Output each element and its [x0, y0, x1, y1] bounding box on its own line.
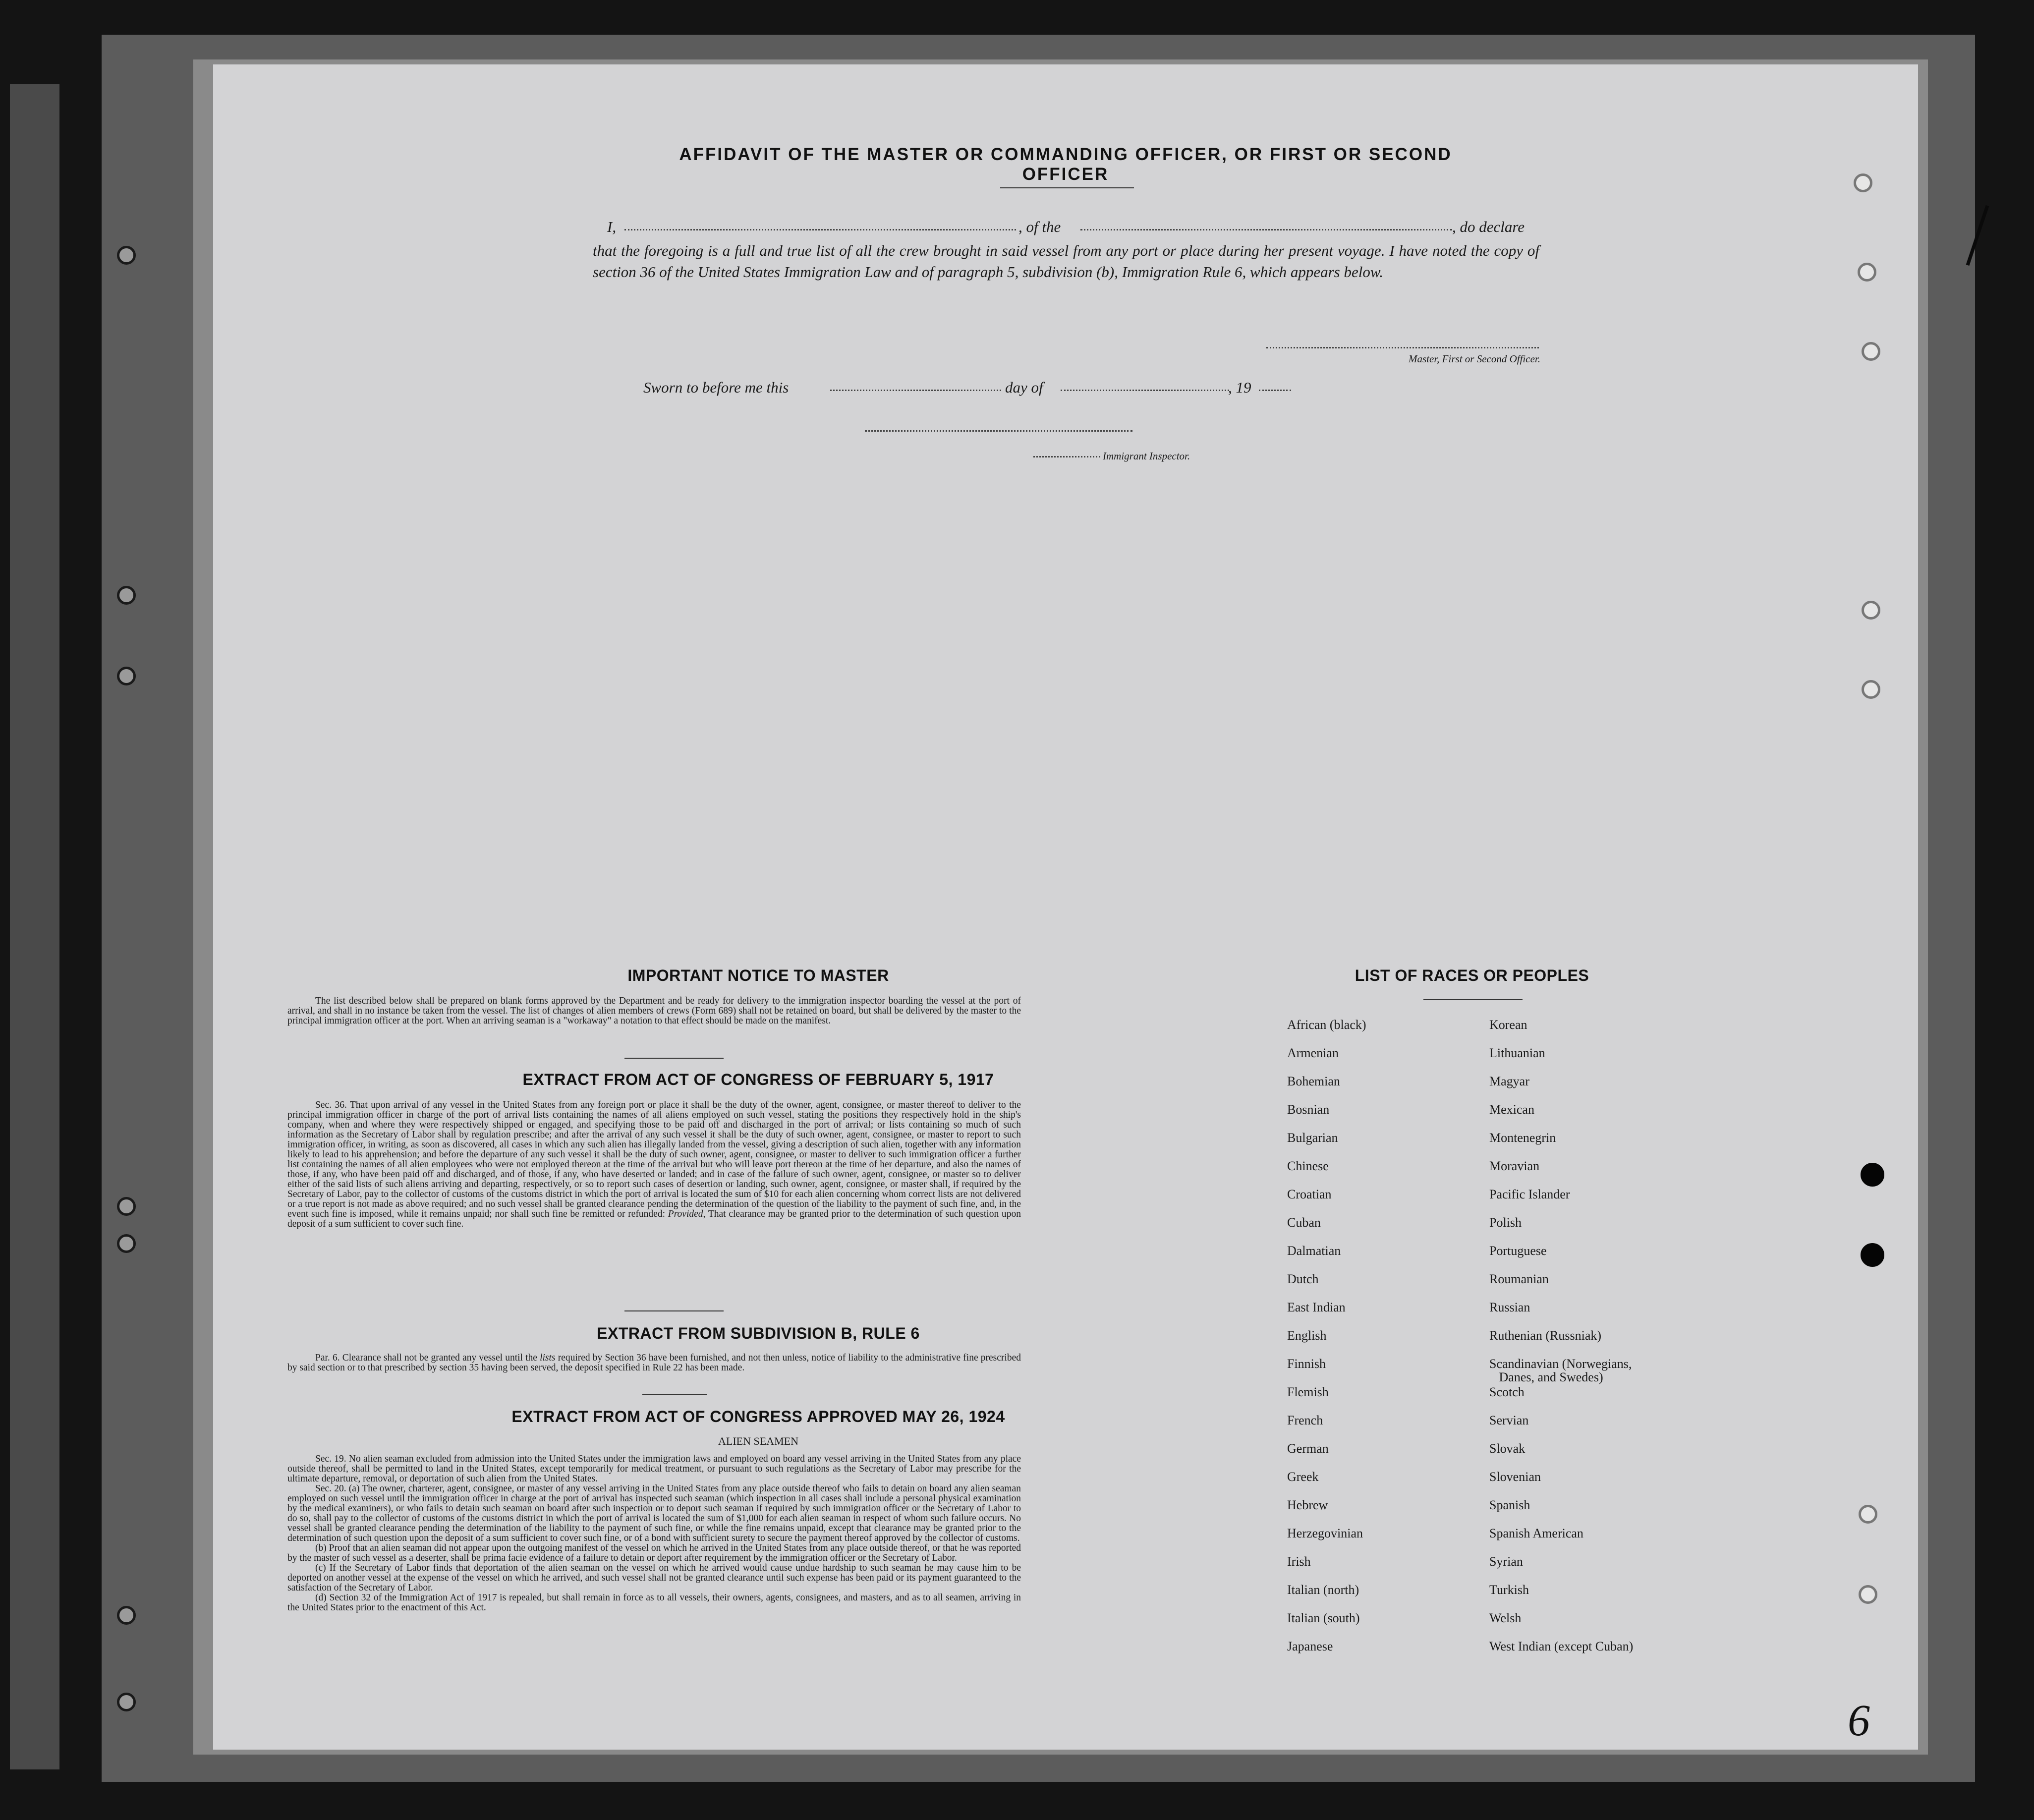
punch-hole-dark	[1861, 1163, 1884, 1187]
year-label: , 19	[1228, 379, 1251, 396]
races-title: LIST OF RACES OR PEOPLES	[1355, 967, 1589, 984]
race-left-0: African (black)	[1287, 1018, 1366, 1032]
name-blank	[624, 229, 1016, 230]
race-right-13: Scotch	[1489, 1385, 1525, 1399]
race-right-22: West Indian (except Cuban)	[1489, 1639, 1634, 1653]
race-left-9: Dutch	[1287, 1272, 1319, 1286]
notice-paragraph: The list described below shall be prepared on blank forms approved by the Department and be ready for delivery to the immigration inspector boarding the vessel at the port of arrival, and shall in no instance be taken from the vessel. The list of changes of alien members of crews (Form 689) shall not be retained on board, but shall be delivered by the master to the principal immigration officer at the port. When an arriving seaman is a "workaway" a notation to that effect should be made on the manifest.	[287, 996, 1021, 1026]
race-left-1: Armenian	[1287, 1046, 1339, 1060]
race-left-22: Japanese	[1287, 1639, 1333, 1653]
race-right-6: Pacific Islander	[1489, 1187, 1570, 1201]
punch-hole	[1854, 173, 1872, 192]
race-left-3: Bosnian	[1287, 1102, 1330, 1117]
handwritten-page-number: 6	[1848, 1696, 1870, 1745]
race-right-4: Montenegrin	[1489, 1131, 1556, 1145]
race-right-3: Mexican	[1489, 1102, 1534, 1117]
par-6-paragraph	[287, 1353, 1021, 1373]
race-right-7: Polish	[1489, 1215, 1522, 1230]
race-right-14: Servian	[1489, 1413, 1529, 1427]
punch-hole	[1862, 680, 1880, 699]
race-right-0: Korean	[1489, 1018, 1527, 1032]
race-left-6: Croatian	[1287, 1187, 1332, 1201]
provided-word: Provided,	[668, 1209, 706, 1219]
punch-hole	[1858, 263, 1876, 282]
race-left-15: German	[1287, 1441, 1329, 1456]
race-left-11: English	[1287, 1328, 1327, 1343]
race-right-19: Syrian	[1489, 1554, 1523, 1569]
race-left-17: Hebrew	[1287, 1498, 1328, 1512]
of-the-label: , of the	[1018, 218, 1061, 235]
sec-36-paragraph	[287, 1100, 1021, 1229]
sec-20d-paragraph: (d) Section 32 of the Immigration Act of 1917 is repealed, but shall remain in force as to all vessels, their owners, agents, consignees, and masters, and as to all seamen, arriving in the United States prior to the enactment of this Act.	[287, 1592, 1021, 1613]
section-rule	[1423, 999, 1523, 1000]
race-left-13: Flemish	[1287, 1385, 1329, 1399]
section-rule	[624, 1310, 724, 1311]
sec-20a-paragraph: Sec. 20. (a) The owner, charterer, agent, consignee, or master of any vessel arriving in the United States from any place outside thereof who fails to detain on board any alien seaman employed on such vessel until the immigration officer in charge at the port of arrival has inspected such seaman (which inspection in all cases shall include a personal physical examination by the medical examiners), or who fails to detain such seaman on board after such inspection or to deport such seaman if required by such immigration officer or the Secretary of Labor to do so, shall pay to the collector of customs of the customs district in which the port of arrival is located the sum of $1,000 for each alien seaman in respect of whom such failure occurs. No vessel shall be granted clearance pending the determination of the liability to the payment of such fine, or while the fine remains unpaid, except that clearance may be granted prior to the determination of such question upon the deposit of a sum sufficient to cover such fine, or of a bond with sufficient surety to secure the payment thereof approved by the collector of customs.	[287, 1483, 1021, 1543]
race-left-2: Bohemian	[1287, 1074, 1340, 1088]
race-left-14: French	[1287, 1413, 1323, 1427]
race-left-10: East Indian	[1287, 1300, 1346, 1314]
sec-36-proviso: That clearance may be granted prior to the determination of such question upon deposit of a sum sufficient to cover such fine.	[287, 1209, 1021, 1229]
sec-20c-paragraph: (c) If the Secretary of Labor finds that deportation of the alien seaman on the vessel on which he arrived would cause undue hardship to such seaman he may cause him to be deported on another vessel at the expense of the vessel on which he arrived, and such vessel shall not be granted clearance until such expense has been paid or its payment guaranteed to the satisfaction of the Secretary of Labor.	[287, 1563, 1021, 1593]
extract-1917-body	[287, 1100, 1021, 1229]
inspector-signature-blank	[865, 430, 1132, 432]
par-6-rest: required by Section 36 have been furnished, and not then unless, notice of liability to the administrative fine prescribed by said section or to that prescribed by section 35 having been served, the deposit specified in Rule 22 has been made.	[287, 1353, 1021, 1373]
left-binding-strip	[10, 84, 59, 1769]
race-right-18: Spanish American	[1489, 1526, 1583, 1540]
race-left-8: Dalmatian	[1287, 1244, 1341, 1258]
alien-seamen-subtitle: ALIEN SEAMEN	[718, 1435, 798, 1447]
race-right-16: Slovenian	[1489, 1470, 1541, 1484]
extract-1924-body	[287, 1454, 1021, 1613]
race-left-20: Italian (north)	[1287, 1583, 1359, 1597]
race-right-21: Welsh	[1489, 1611, 1522, 1625]
day-blank	[830, 390, 1001, 391]
race-left-16: Greek	[1287, 1470, 1319, 1484]
sec-20b-paragraph: (b) Proof that an alien seaman did not appear upon the outgoing manifest of the vessel on which he arrived in the United States from any place outside thereof, or that he was reported by the master of such vessel as a deserter, shall be prima facie evidence of a failure to detain or deport after requirement by the immigration officer or the Secretary of Labor.	[287, 1543, 1021, 1563]
race-left-19: Irish	[1287, 1554, 1311, 1569]
section-rule	[642, 1394, 707, 1395]
punch-hole	[1862, 601, 1880, 620]
binder-hole	[117, 246, 136, 265]
punch-hole-dark	[1861, 1243, 1884, 1267]
pen-mark	[1963, 203, 1992, 268]
binder-hole	[117, 1197, 136, 1216]
binder-hole	[117, 1234, 136, 1253]
race-right-2: Magyar	[1489, 1074, 1529, 1088]
notice-body	[287, 996, 1021, 1026]
race-right-12: Scandinavian (Norwegians, Danes, and Swedes)	[1489, 1357, 1632, 1384]
race-left-4: Bulgarian	[1287, 1131, 1338, 1145]
affidavit-paragraph: that the foregoing is a full and true list of all the crew brought in said vessel from any port or place during her present voyage. I have noted the copy of section 36 of the United States Immigration Law and of paragraph 5, subdivision (b), Immigration Rule 6, which appears below.	[593, 242, 1539, 281]
race-right-15: Slovak	[1489, 1441, 1526, 1456]
declare-label: , do declare	[1452, 218, 1525, 235]
race-left-18: Herzegovinian	[1287, 1526, 1363, 1540]
day-of-label: day of	[1005, 379, 1043, 396]
section-rule	[624, 1058, 724, 1059]
title-rule	[1000, 187, 1134, 188]
race-right-5: Moravian	[1489, 1159, 1540, 1173]
lists-word: lists	[540, 1353, 556, 1363]
vessel-blank	[1080, 229, 1452, 230]
inspector-caption: Immigrant Inspector.	[1103, 450, 1190, 462]
sworn-label: Sworn to before me this	[643, 379, 789, 396]
punch-hole	[1859, 1585, 1877, 1604]
race-right-9: Roumanian	[1489, 1272, 1549, 1286]
race-right-11: Ruthenian (Russniak)	[1489, 1328, 1602, 1343]
punch-hole	[1862, 342, 1880, 361]
notice-title: IMPORTANT NOTICE TO MASTER	[627, 967, 889, 984]
race-right-20: Turkish	[1489, 1583, 1529, 1597]
par-6-text: Par. 6. Clearance shall not be granted any vessel until the	[315, 1353, 537, 1363]
extract-1917-title: EXTRACT FROM ACT OF CONGRESS OF FEBRUARY 5, 1917	[522, 1071, 994, 1088]
binder-hole	[117, 586, 136, 605]
race-left-21: Italian (south)	[1287, 1611, 1360, 1625]
race-right-1: Lithuanian	[1489, 1046, 1545, 1060]
binder-hole	[117, 667, 136, 685]
extract-rule6-title: EXTRACT FROM SUBDIVISION B, RULE 6	[597, 1324, 920, 1342]
sec-19-paragraph: Sec. 19. No alien seaman excluded from admission into the United States under the immigration laws and employed on board any vessel arriving in the United States from any place outside thereof, shall be permitted to land in the United States, except temporarily for medical treatment, or pursuant to such regulations as the Secretary of Labor may prescribe for the ultimate departure, removal, or deportation of such alien from the United States.	[287, 1454, 1021, 1484]
affidavit-i-label: I,	[607, 218, 617, 235]
race-left-12: Finnish	[1287, 1357, 1326, 1371]
inspector-dots	[1033, 456, 1100, 457]
sec-36-text: Sec. 36. That upon arrival of any vessel in the United States from any foreign port or place it shall be the duty of the owner, agent, consignee, or master thereof to deliver to the principal immigration officer in charge of the port of arrival lists containing the names of all aliens employed on such vessel, stating the positions they respectively hold in the ship's company, when and where they were respectively shipped or engaged, and specifying those to be paid off and discharged in the port of arrival; or lists containing so much of such information as the Secretary of Labor shall by regulation prescribe; and after the arrival of any such vessel it shall be the duty of such owner, agent, consignee, or master to report to such immigration officer, in writing, as soon as discovered, all cases in which any such alien has illegally landed from the vessel, giving a description of such alien, together with any information likely to lead to his apprehension; and before the departure of any such vessel it shall be the duty of such owner, agent, consignee, or master to deliver to such immigration officer a further list containing the names of all alien employees who were not employed thereon at the time of the arrival but who will leave port thereon at the time of her departure, and also the names of those, if any, who have been paid off and discharged, and of those, if any, who have deserted or landed; and in case of the failure of such owner, agent, consignee, or master so to deliver either of the said lists of such aliens arriving and departing, respectively, or so to report such cases of desertion or landing, such owner, agent, consignee, or master shall, if required by the Secretary of Labor, pay to the collector of customs of the customs district in which the port of arrival is located the sum of $10 for each alien concerning whom correct lists are not delivered or a true report is not made as above required; and no such vessel shall be granted clearance pending the determination of the question of the liability to the payment of such fine, and, in the event such fine is imposed, while it remains unpaid; nor shall such fine be remitted or refunded:	[287, 1100, 1021, 1219]
punch-hole	[1859, 1505, 1877, 1524]
race-right-8: Portuguese	[1489, 1244, 1547, 1258]
affidavit-title: AFFIDAVIT OF THE MASTER OR COMMANDING OFFICER, OR FIRST OR SECOND OFFICER	[679, 145, 1452, 184]
binder-hole	[117, 1606, 136, 1625]
race-right-17: Spanish	[1489, 1498, 1530, 1512]
year-blank	[1259, 390, 1291, 391]
signature-blank	[1266, 347, 1539, 348]
race-left-7: Cuban	[1287, 1215, 1321, 1230]
race-right-10: Russian	[1489, 1300, 1530, 1314]
extract-1924-title: EXTRACT FROM ACT OF CONGRESS APPROVED MAY 26, 1924	[511, 1408, 1005, 1425]
race-left-5: Chinese	[1287, 1159, 1329, 1173]
extract-rule6-body	[287, 1353, 1021, 1373]
signature-caption: Master, First or Second Officer.	[1409, 353, 1540, 365]
binder-hole	[117, 1693, 136, 1711]
month-blank	[1061, 390, 1229, 391]
